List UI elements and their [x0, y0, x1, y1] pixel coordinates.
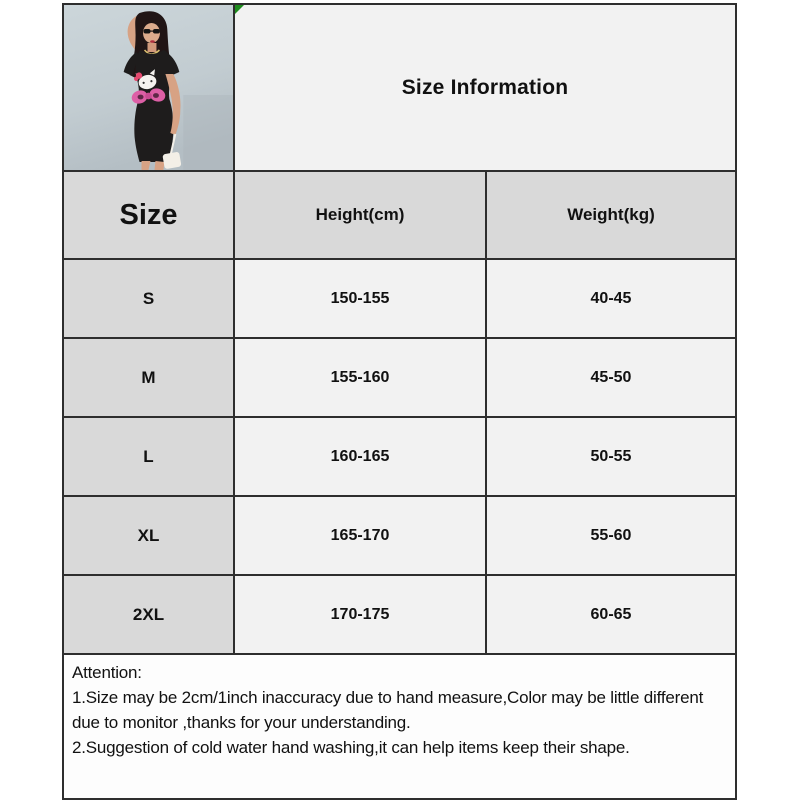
attention-box [64, 655, 735, 798]
row-l-height: 160-165 [235, 418, 487, 497]
header-size: Size [64, 172, 235, 260]
product-photo-illustration [64, 5, 233, 170]
size-table [64, 5, 735, 798]
row-m-weight: 45-50 [487, 339, 735, 418]
row-xl-weight: 55-60 [487, 497, 735, 576]
page-title: Size Information [401, 75, 569, 99]
row-s-size: S [64, 260, 235, 339]
row-2xl-weight: 60-65 [487, 576, 735, 655]
size-chart-sheet [62, 3, 737, 800]
attention-note-2: 2.Suggestion of cold water hand washing,it can help items keep their shape. [72, 738, 630, 757]
row-m-size: M [64, 339, 235, 418]
attention-heading: Attention: [72, 663, 142, 682]
row-l-size: L [64, 418, 235, 497]
header-height: Height(cm) [235, 172, 487, 260]
product-photo [64, 5, 235, 172]
row-xl-size: XL [64, 497, 235, 576]
row-s-height: 150-155 [235, 260, 487, 339]
title-cell [235, 5, 735, 172]
corner-flag-icon [235, 5, 244, 14]
attention-note-1: 1.Size may be 2cm/1inch inaccuracy due to hand measure,Color may be little different due to monitor ,thanks for your understanding. [72, 688, 704, 732]
row-s-weight: 40-45 [487, 260, 735, 339]
row-m-height: 155-160 [235, 339, 487, 418]
row-2xl-height: 170-175 [235, 576, 487, 655]
row-xl-height: 165-170 [235, 497, 487, 576]
row-2xl-size: 2XL [64, 576, 235, 655]
row-l-weight: 50-55 [487, 418, 735, 497]
header-weight: Weight(kg) [487, 172, 735, 260]
